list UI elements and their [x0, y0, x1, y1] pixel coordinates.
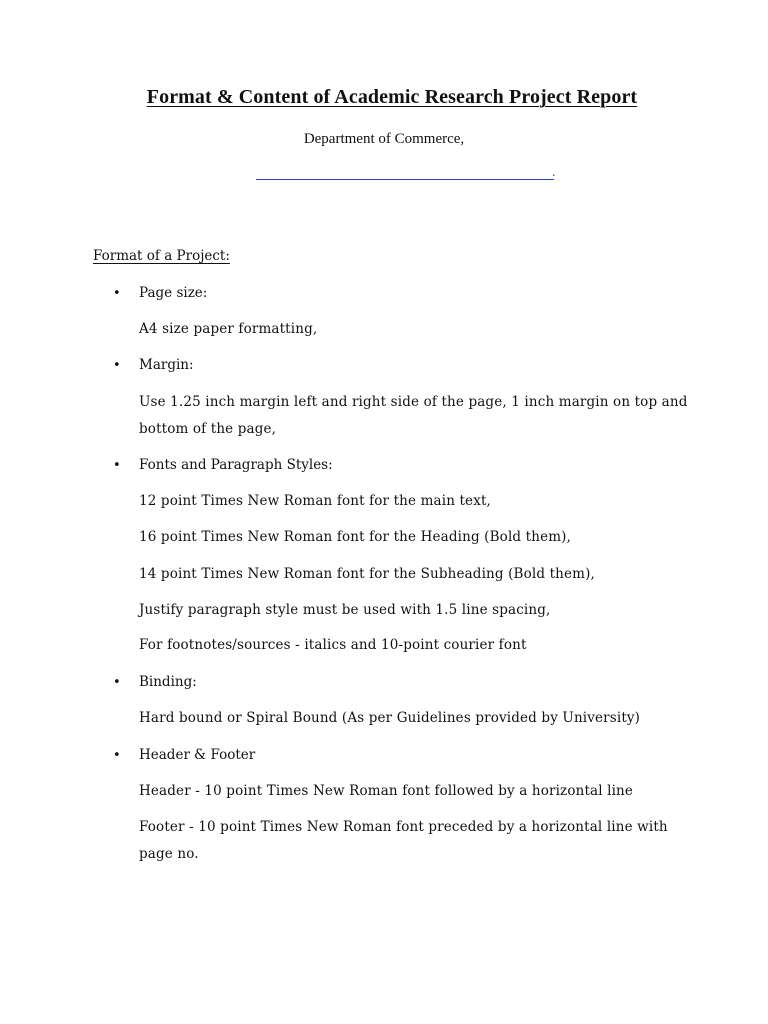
- paragraph-line: Header - 10 point Times New Roman font followed by a horizontal line: [139, 783, 634, 799]
- paragraph-line: 14 point Times New Roman font for the Subheading (Bold them),: [139, 566, 595, 582]
- bullet-item-header-footer: [113, 747, 255, 763]
- bullet-icon: •: [113, 286, 121, 301]
- paragraph-line: bottom of the page,: [139, 421, 277, 437]
- paragraph-line: 12 point Times New Roman font for the main text,: [139, 493, 491, 509]
- section-heading: Format of a Project:: [93, 248, 230, 264]
- bullet-item-margin: [113, 357, 194, 373]
- bullet-item-fonts: [113, 457, 333, 473]
- paragraph-line: page no.: [139, 846, 199, 862]
- bullet-heading: Margin:: [139, 357, 194, 373]
- bullet-heading: Page size:: [139, 285, 208, 301]
- paragraph-line: Use 1.25 inch margin left and right side of the page, 1 inch margin on top and: [139, 394, 688, 410]
- bullet-icon: •: [113, 358, 121, 373]
- bullet-icon: •: [113, 675, 121, 690]
- paragraph-line: Footer - 10 point Times New Roman font preceded by a horizontal line with: [139, 819, 668, 835]
- paragraph-line: 16 point Times New Roman font for the Heading (Bold them),: [139, 529, 572, 545]
- paragraph-line: A4 size paper formatting,: [139, 321, 318, 337]
- bullet-heading: Binding:: [139, 674, 197, 690]
- bullet-heading: Header & Footer: [139, 747, 256, 763]
- paragraph-line: Justify paragraph style must be used with 1.5 line spacing,: [139, 602, 551, 618]
- document-title: Format & Content of Academic Research Project Report: [146, 86, 638, 108]
- blank-fill-line: [256, 179, 554, 180]
- bullet-item-binding: [113, 674, 197, 690]
- department-line: Department of Commerce,: [303, 131, 465, 147]
- bullet-icon: •: [113, 458, 121, 473]
- bullet-icon: •: [113, 748, 121, 763]
- paragraph-line: For footnotes/sources - italics and 10-point courier font: [139, 637, 527, 653]
- bullet-item-page-size: [113, 285, 207, 301]
- bullet-heading: Fonts and Paragraph Styles:: [139, 457, 333, 473]
- blank-fill-suffix: .: [552, 165, 556, 180]
- paragraph-line: Hard bound or Spiral Bound (As per Guidelines provided by University): [139, 710, 641, 726]
